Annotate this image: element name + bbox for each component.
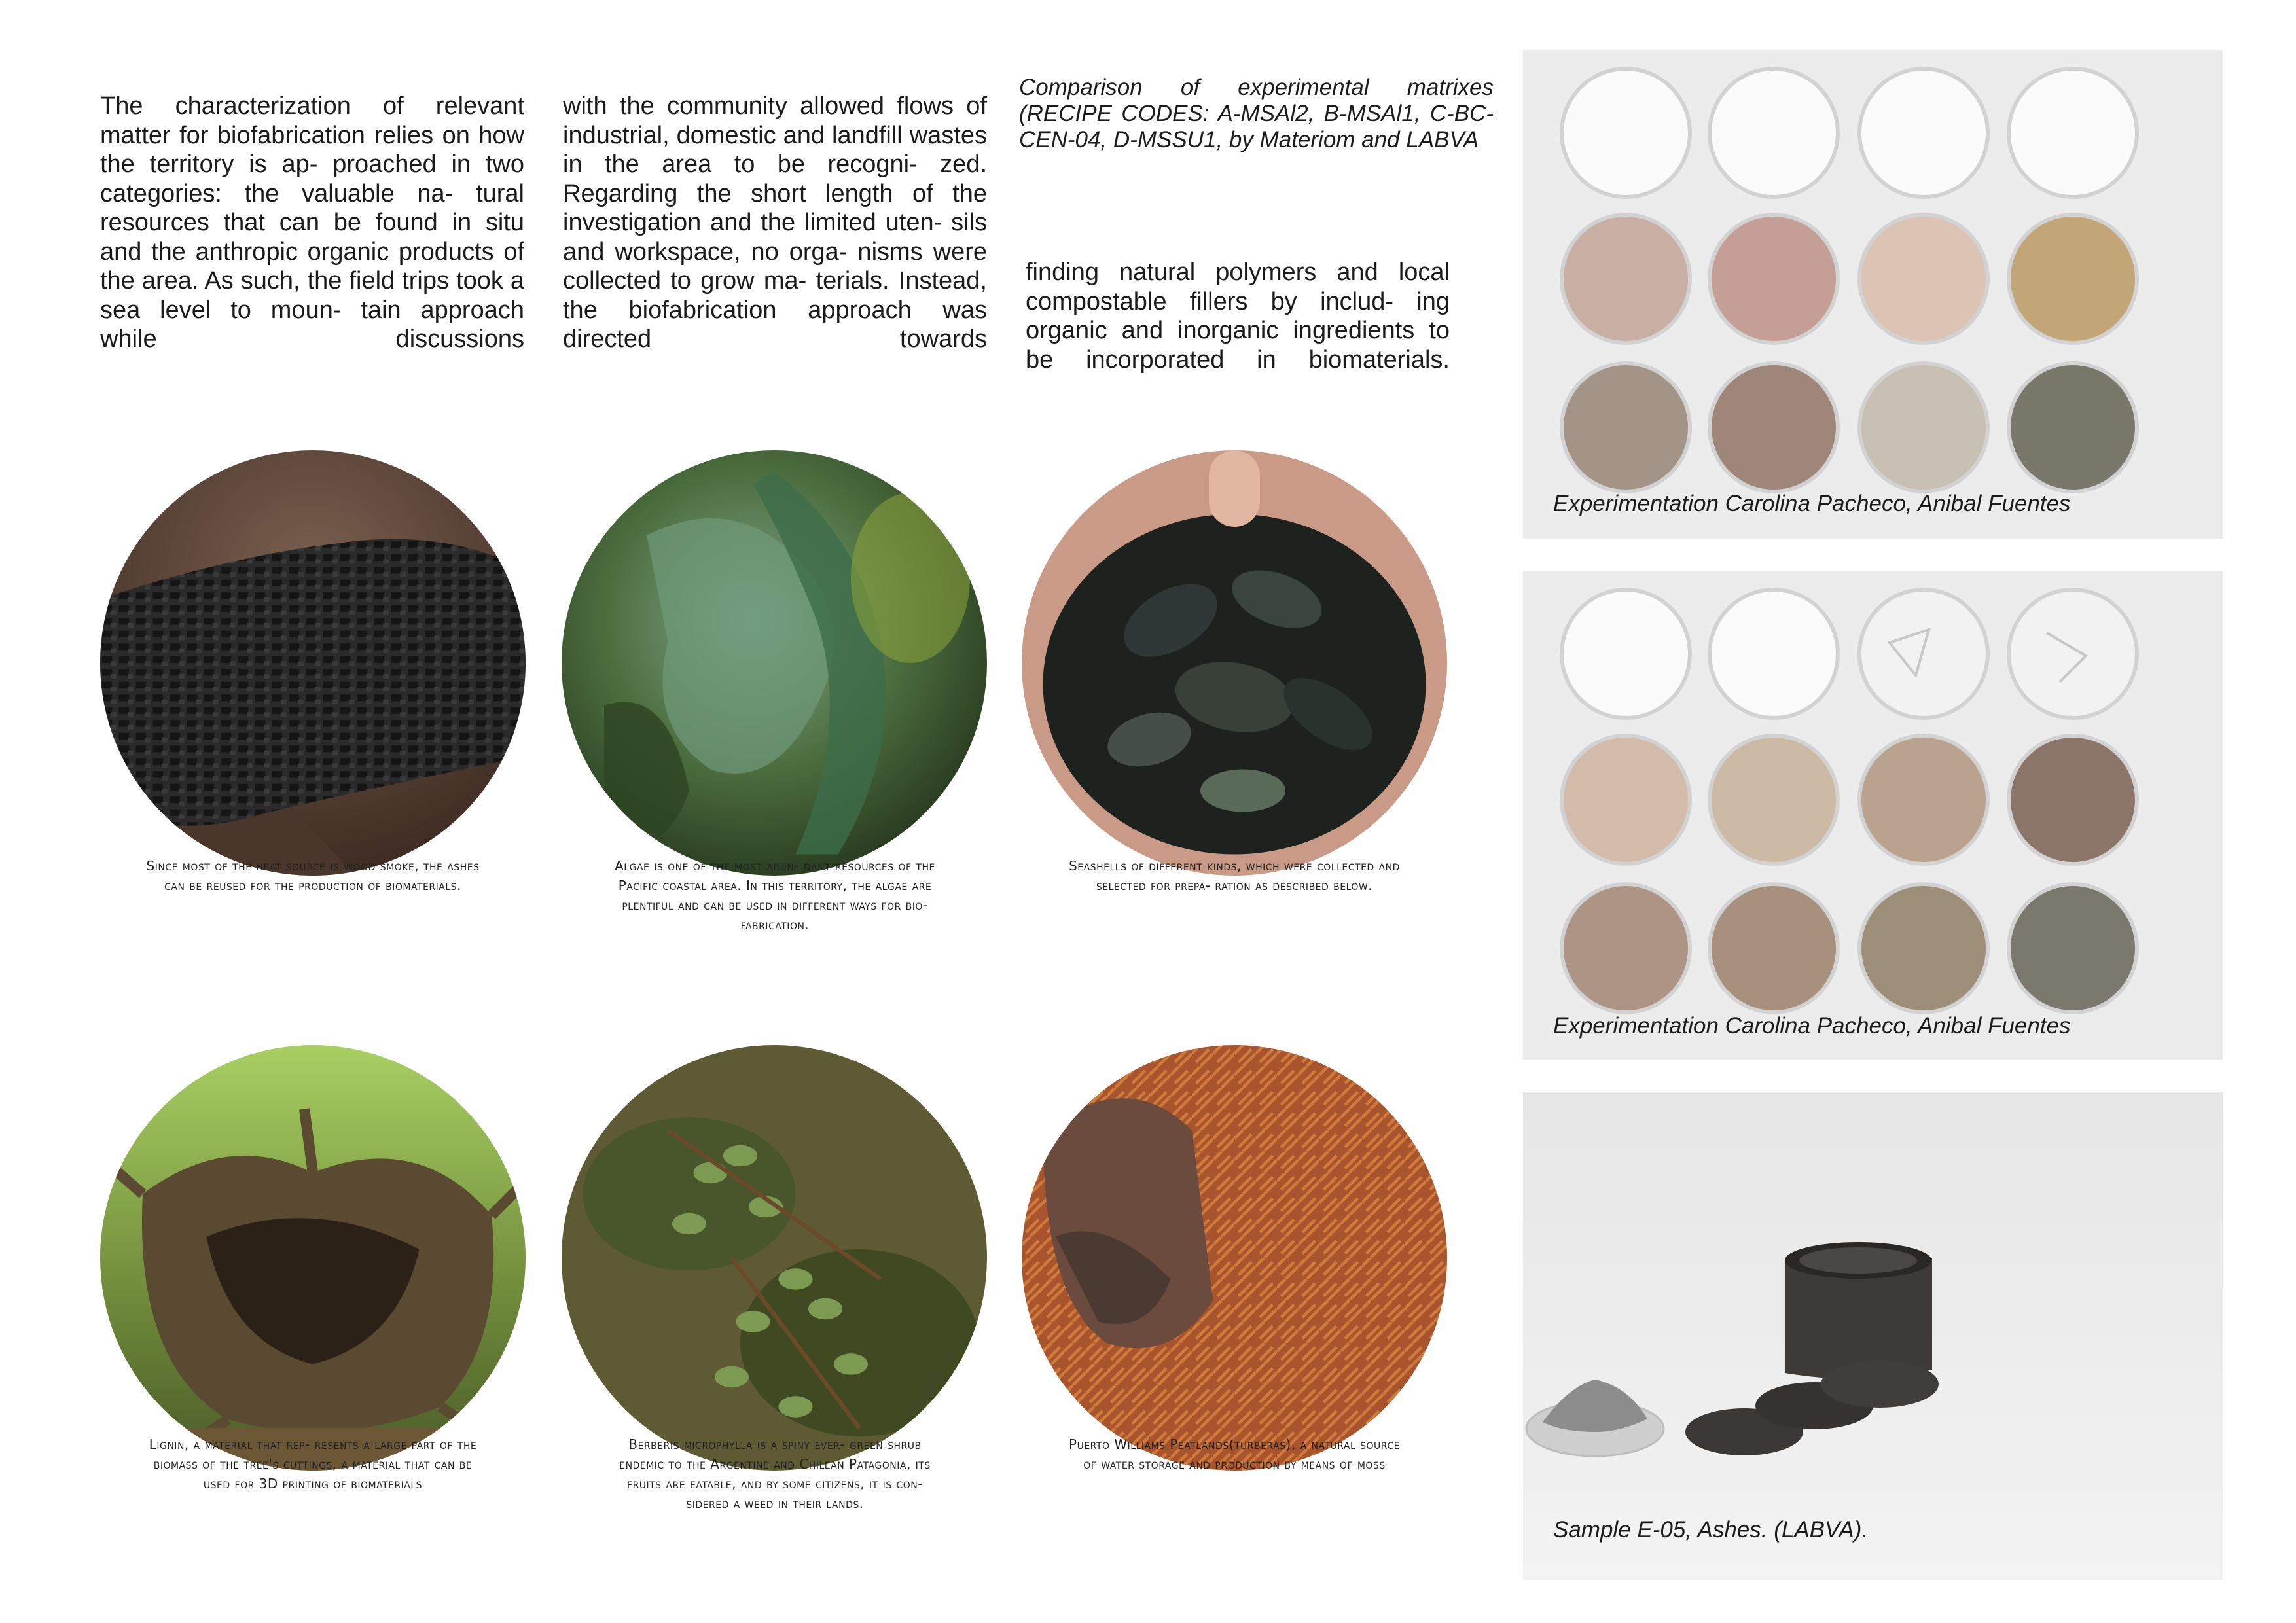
ash-sample-objects-photo	[1523, 1092, 2223, 1580]
panel-3-caption: Sample E-05, Ashes. (LABVA).	[1553, 1517, 1869, 1543]
seashells-photo	[1022, 450, 1447, 876]
peatland-caption: Puerto Williams Peatlands(turberas), a natural source of water storage and production by means of moss	[1069, 1436, 1400, 1472]
charcoal-ash-photo	[100, 450, 526, 876]
panel-2-caption: Experimentation Carolina Pacheco, Anibal Fuentes	[1553, 1013, 2071, 1039]
comparison-caption: Comparison of experimental matrixes (RECIPE CODES: A-MSAl2, B-MSAl1, C-BC-CEN-04, D-MSSU1, by Materiom and LABVA	[1019, 75, 1494, 152]
petri-dishes-dried-photo	[1523, 571, 2223, 1060]
panel-1-caption: Experimentation Carolina Pacheco, Anibal Fuentes	[1553, 491, 2071, 516]
body-text-column-1: The characterization of relevant matter for biofabrication relies on how the territory is ap- proached in two categories: the valuable na- tural resources that can be found in situ and the anthropic organic products of the area. As such, the field trips took a sea level to moun- tain approach while discussions	[100, 92, 524, 353]
algae-photo	[562, 450, 987, 876]
body-text-column-3: finding natural polymers and local compostable fillers by includ- ing organic and inorganic ingredients to be incorporated in biomaterials.	[1026, 259, 1450, 374]
petri-dishes-photo	[1523, 50, 2223, 539]
body-text-column-2: with the community allowed flows of industrial, domestic and landfill wastes in the area to be recogni- zed. Regarding the short length of the investigation and the limited uten- sils and workspace, no orga- nisms were collected to grow ma- terials. Instead, the biofabrication approach was directed towards	[563, 92, 987, 353]
charcoal-caption: Since most of the heat source is wood smoke, the ashes can be reused for the production of biomaterials.	[146, 858, 480, 893]
lignin-caption: Lignin, a material that rep- resents a large part of the biomass of the tree's cuttings, a material that can be used for 3D printing of biomaterials	[149, 1436, 477, 1491]
algae-caption: Algae is one of the most abun- dant resources of the Pacific coastal area. In this territory, the algae are plentiful and can be used in different ways for bio-fabrication.	[615, 858, 935, 933]
berberis-shrub-photo	[562, 1045, 987, 1471]
seashells-caption: Seashells of different kinds, which were collected and selected for prepa- ration as described below.	[1069, 858, 1400, 893]
tree-roots-photo	[100, 1045, 526, 1471]
berberis-caption: Berberis microphylla is a spiny ever- green shrub endemic to the Argentine and Chilean Patagonia, its fruits are eatable, and by some citizens, it is con- sidered a weed in their lands.	[619, 1436, 931, 1511]
peatland-moss-photo	[1022, 1045, 1447, 1471]
